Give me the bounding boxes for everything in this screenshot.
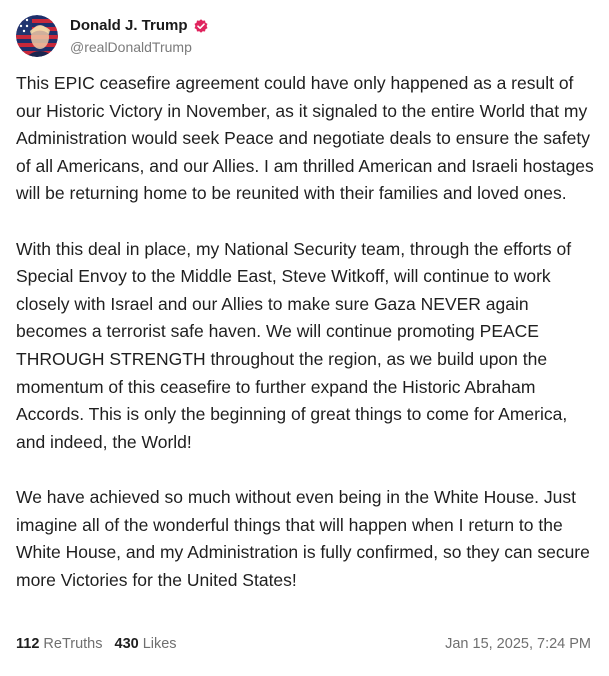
- post-footer: [16, 636, 591, 652]
- retruths-label: ReTruths: [43, 636, 103, 652]
- post-paragraph: This EPIC ceasefire agreement could have only happened as a result of our Historic Victory in November, as it signaled to the entire World that my Administration would seek Peace and negotiate deals to ensure the safety of all Americans, and our Allies. I am thrilled American and Israeli hostages will be returning home to be reunited with their families and loved ones.: [16, 73, 594, 204]
- author-display-name[interactable]: Donald J. Trump: [70, 17, 188, 34]
- avatar[interactable]: [16, 15, 58, 57]
- post-header: [16, 14, 593, 58]
- retruths-stat[interactable]: [16, 636, 103, 652]
- author-info: [70, 17, 209, 55]
- post-stats: [16, 636, 189, 652]
- post-timestamp[interactable]: Jan 15, 2025, 7:24 PM: [445, 636, 591, 652]
- post-paragraph: With this deal in place, my National Security team, through the efforts of Special Envoy to the Middle East, Steve Witkoff, will continue to work closely with Israel and our Allies to make sure Gaza NEVER again becomes a terrorist safe haven. We will continue promoting PEACE THROUGH STRENGTH throughout the region, as we build upon the momentum of this ceasefire to further expand the Historic Abraham Accords. This is only the beginning of great things to come for America, and indeed, the World!: [16, 238, 572, 452]
- likes-count: 430: [114, 636, 139, 652]
- author-name-row[interactable]: [70, 17, 209, 35]
- retruths-count: 112: [16, 636, 40, 652]
- post-paragraph: We have achieved so much without even being in the White House. Just imagine all of the wonderful things that will happen when I return to the White House, and my Administration is fully confirmed, so they can secure more Victories for the United States!: [16, 486, 590, 590]
- verified-badge-icon: [193, 18, 209, 34]
- author-handle[interactable]: @realDonaldTrump: [70, 39, 192, 55]
- post-body: [16, 70, 594, 594]
- likes-label: Likes: [142, 636, 177, 652]
- likes-stat[interactable]: [115, 636, 177, 652]
